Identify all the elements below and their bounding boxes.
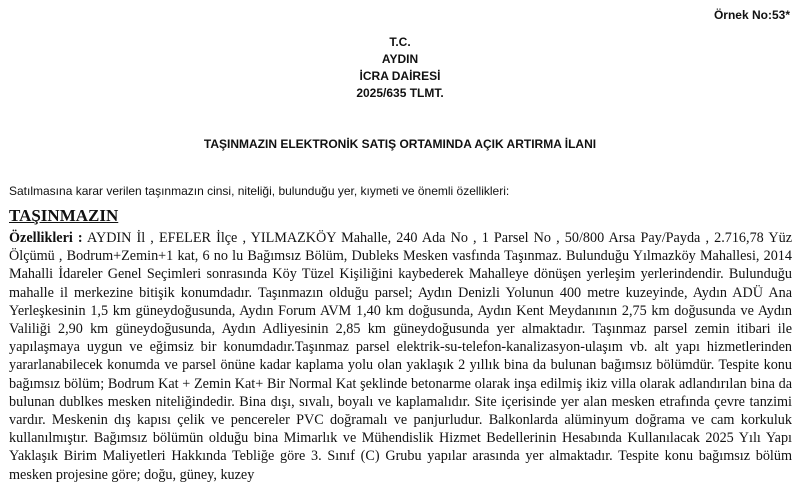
header-city: AYDIN	[381, 52, 419, 66]
header-country: T.C.	[389, 35, 411, 49]
intro-text: Satılmasına karar verilen taşınmazın cinsi, niteliği, bulunduğu yer, kıymeti ve önemli özellikleri:	[9, 184, 510, 198]
announcement-title: TAŞINMAZIN ELEKTRONİK SATIŞ ORTAMINDA AÇIK ARTIRMA İLANI	[203, 137, 597, 151]
header-case-number: 2025/635 TLMT.	[356, 86, 444, 100]
features-label: Özellikleri :	[9, 230, 83, 246]
document-header	[0, 34, 800, 102]
header-office: İCRA DAİRESİ	[359, 69, 441, 83]
property-description	[9, 229, 792, 484]
section-heading: TAŞINMAZIN	[9, 206, 119, 225]
sample-number: Örnek No:53*	[713, 8, 790, 22]
features-text: AYDIN İl , EFELER İlçe , YILMAZKÖY Mahalle, 240 Ada No , 1 Parsel No , 50/800 Arsa Pay/Payda , 2.716,78 Yüz Ölçümü , Bodrum+Zemin+1 kat, 6 no lu Bağımsız Bölüm, Dubleks Mesken vasfında Taşınmaz. Bulunduğu Yılmazköy Mahallesi, 2014 Mahalli İdareler Genel Seçimleri sonrasında Köy Tüzel Kişiliğini kaybederek Mahalleye dönüşen yerleşim yerlerindendir. Bulunduğu mahalle il merkezine bitişik konumdadır. Taşınmazın olduğu parsel; Aydın Denizli Yolunun 400 metre kuzeyinde, Aydın ADÜ Ana Yerleşkesinin 1,5 km güneydoğusunda, Aydın Forum AVM 1,40 km doğusunda, Aydın Kent Meydanının 2,75 km doğusunda ve Aydın Valiliği 2,90 km güneydoğusunda, Aydın Adliyesinin 2,85 km güneydoğusunda yer almaktadır. Taşınmaz parsel zemin itibari ile yapılaşmaya uygun ve eğimsiz bir konumdadır.Taşınmaz parsel elektrik-su-telefon-kanalizasyon-ulaşım vb. alt yapı hizmetlerinden yararlanabilecek konumda ve parsel önüne kadar kaplama yolu olan yaklaşık 2 yıllık bina da bulunan bağımsız bölümdür. Tespite konu bağımsız bölüm; Bodrum Kat + Zemin Kat+ Bir Normal Kat şeklinde betonarme olarak inşa edilmiş ikiz villa olarak adlandırılan bina da bulunan dublkes mesken niteliğindedir. Bina dışı, sıvalı, boyalı ve kaplamalıdır. Site içerisinde yer alan mesken etrafında çevre tanzimi vardır. Meskenin dış kapısı çelik ve pencereler PVC doğramalı ve panjurludur. Balkonlarda alüminyum doğrama ve cam korkuluk kullanılmıştır. Bağımsız bölümün olduğu bina Mimarlık ve Mühendislik Hizmet Bedellerinin Hesabında Kullanılacak 2025 Yılı Yapı Yaklaşık Birim Maliyetleri Hakkında Tebliğe göre 3. Sınıf (C) Grubu yapılar arasında yer almaktadır. Tespite konu bağımsız bölüm mesken projesine göre; doğu, güney, kuzey	[9, 230, 792, 483]
